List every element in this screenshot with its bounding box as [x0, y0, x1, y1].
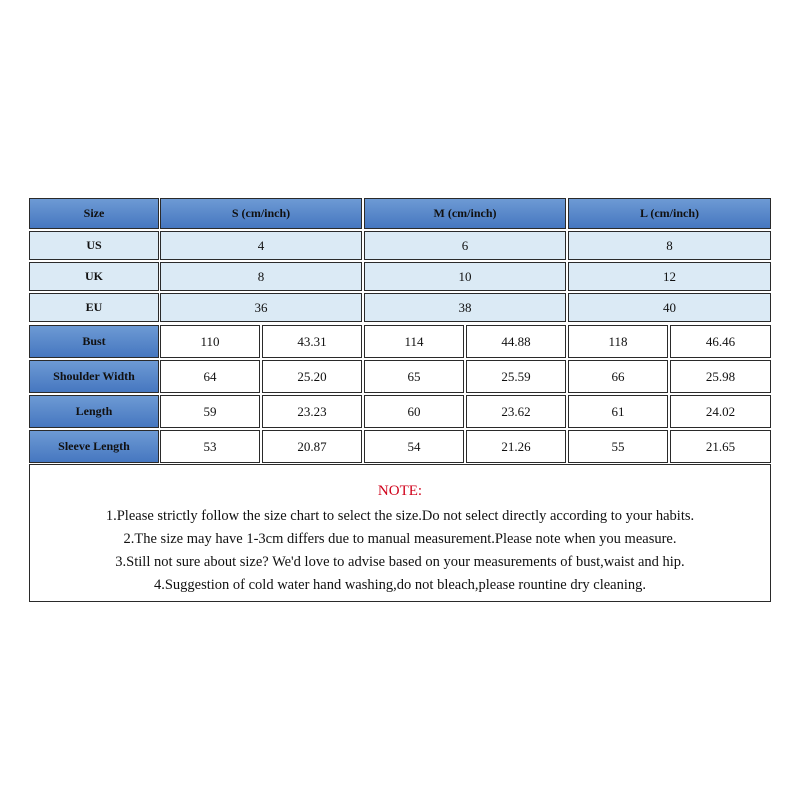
note-title: NOTE: [377, 483, 423, 499]
sleeve-l-inch: 21.65 [670, 430, 771, 463]
header-size-l: L (cm/inch) [568, 198, 771, 229]
eu-size-l: 40 [568, 293, 771, 322]
length-s-inch: 23.23 [262, 395, 362, 428]
us-size-l: 8 [568, 231, 771, 260]
bust-m-cm: 114 [364, 325, 464, 358]
bust-l-inch: 46.46 [670, 325, 771, 358]
row-label-length: Length [29, 395, 159, 428]
shoulder-s-cm: 64 [160, 360, 260, 393]
shoulder-l-inch: 25.98 [670, 360, 771, 393]
row-label-shoulder-width: Shoulder Width [29, 360, 159, 393]
shoulder-m-cm: 65 [364, 360, 464, 393]
sleeve-l-cm: 55 [568, 430, 668, 463]
header-size-label: Size [29, 198, 159, 229]
note-line-2: 2.The size may have 1-3cm differs due to manual measurement.Please note when you measure. [123, 531, 677, 547]
sleeve-s-inch: 20.87 [262, 430, 362, 463]
row-label-eu: EU [29, 293, 159, 322]
note-line-4: 4.Suggestion of cold water hand washing,do not bleach,please rountine dry cleaning. [153, 577, 647, 593]
eu-size-s: 36 [160, 293, 362, 322]
bust-s-inch: 43.31 [262, 325, 362, 358]
shoulder-m-inch: 25.59 [466, 360, 566, 393]
length-m-cm: 60 [364, 395, 464, 428]
header-size-s: S (cm/inch) [160, 198, 362, 229]
us-size-m: 6 [364, 231, 566, 260]
length-l-cm: 61 [568, 395, 668, 428]
uk-size-l: 12 [568, 262, 771, 291]
row-label-sleeve-length: Sleeve Length [29, 430, 159, 463]
row-label-bust: Bust [29, 325, 159, 358]
row-label-us: US [29, 231, 159, 260]
eu-size-m: 38 [364, 293, 566, 322]
bust-l-cm: 118 [568, 325, 668, 358]
row-label-uk: UK [29, 262, 159, 291]
length-m-inch: 23.62 [466, 395, 566, 428]
uk-size-m: 10 [364, 262, 566, 291]
sleeve-s-cm: 53 [160, 430, 260, 463]
shoulder-s-inch: 25.20 [262, 360, 362, 393]
sleeve-m-inch: 21.26 [466, 430, 566, 463]
us-size-s: 4 [160, 231, 362, 260]
header-size-m: M (cm/inch) [364, 198, 566, 229]
note-line-1: 1.Please strictly follow the size chart to select the size.Do not select directly according to your habits. [105, 508, 695, 524]
bust-s-cm: 110 [160, 325, 260, 358]
bust-m-inch: 44.88 [466, 325, 566, 358]
notes-box [29, 464, 771, 602]
length-s-cm: 59 [160, 395, 260, 428]
sleeve-m-cm: 54 [364, 430, 464, 463]
shoulder-l-cm: 66 [568, 360, 668, 393]
length-l-inch: 24.02 [670, 395, 771, 428]
uk-size-s: 8 [160, 262, 362, 291]
note-line-3: 3.Still not sure about size? We'd love to advise based on your measurements of bust,waist and hip. [115, 554, 685, 570]
